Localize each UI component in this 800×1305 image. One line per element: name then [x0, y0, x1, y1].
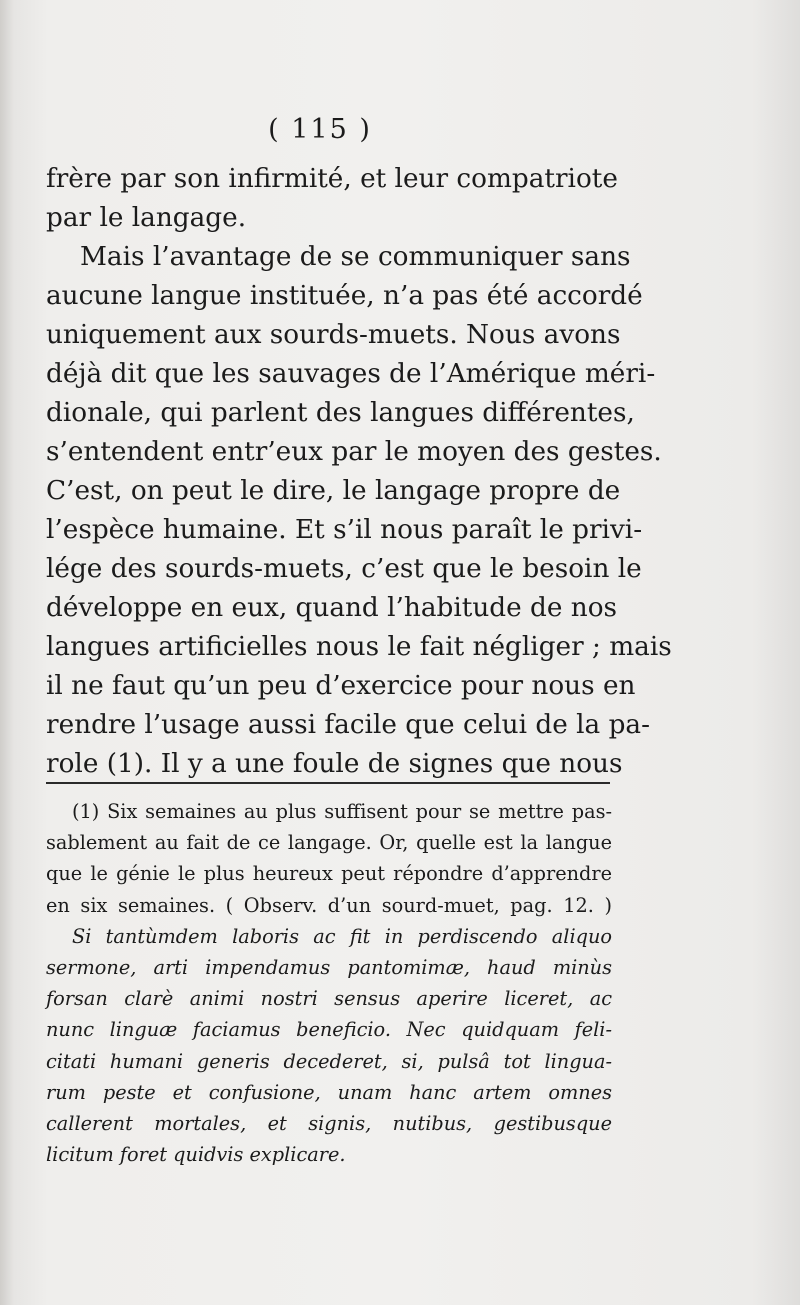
- page-number: ( 115 ): [268, 114, 372, 145]
- latin-quote-line: nunc linguæ faciamus beneficio. Nec quidquam feli-: [46, 1018, 612, 1042]
- text-line: lége des sourds-muets, c’est que le besoin le: [46, 554, 642, 584]
- text-line: uniquement aux sourds-muets. Nous avons: [46, 320, 621, 350]
- text-line: C’est, on peut le dire, le langage propre de: [46, 476, 621, 506]
- text-line: dionale, qui parlent des langues différentes,: [46, 398, 635, 428]
- footnote: [46, 796, 612, 1170]
- text-line: déjà dit que les sauvages de l’Amérique méri-: [46, 359, 656, 389]
- latin-quote-line: forsan clarè animi nostri sensus aperire liceret, ac: [46, 987, 612, 1011]
- footnote-separator: [46, 782, 610, 784]
- footnote-line: que le génie le plus heureux peut répondre d’apprendre: [46, 862, 612, 886]
- latin-quote-line: rum peste et confusione, unam hanc artem omnes: [46, 1080, 612, 1104]
- latin-quote-line: Si tantùmdem laboris ac fit in perdiscendo aliquo: [72, 924, 612, 948]
- footnote-line: en six semaines. ( Observ. d’un sourd-muet, pag. 12. ): [46, 893, 612, 917]
- text-line: par le langage.: [46, 203, 247, 233]
- latin-quote-line: callerent mortales, et signis, nutibus, gestibusque: [46, 1111, 612, 1135]
- text-line: langues artificielles nous le fait négliger ; mais: [46, 632, 672, 662]
- latin-quote-line: citati humani generis decederet, si, pulsâ tot lingua-: [46, 1049, 612, 1073]
- text-line: role (1). Il y a une foule de signes que nous: [46, 749, 623, 779]
- text-line: il ne faut qu’un peu d’exercice pour nous en: [46, 671, 636, 701]
- main-text: [46, 160, 672, 784]
- text-line: aucune langue instituée, n’a pas été accordé: [46, 281, 643, 311]
- text-line: développe en eux, quand l’habitude de nos: [46, 593, 618, 623]
- text-line: frère par son infirmité, et leur compatriote: [46, 164, 618, 194]
- text-line: Mais l’avantage de se communiquer sans: [80, 242, 631, 272]
- footnote-line: (1) Six semaines au plus suffisent pour se mettre pas-: [72, 800, 612, 823]
- page-gutter: [0, 0, 14, 1305]
- latin-quote-line: licitum foret quidvis explicare.: [46, 1143, 346, 1167]
- text-line: l’espèce humaine. Et s’il nous paraît le privi-: [46, 515, 643, 545]
- latin-quote-line: sermone, arti impendamus pantomimæ, haud minùs: [46, 955, 612, 979]
- text-line: s’entendent entr’eux par le moyen des gestes.: [46, 437, 662, 467]
- text-line: rendre l’usage aussi facile que celui de la pa-: [46, 710, 650, 740]
- footnote-line: sablement au fait de ce langage. Or, quelle est la langue: [46, 831, 612, 855]
